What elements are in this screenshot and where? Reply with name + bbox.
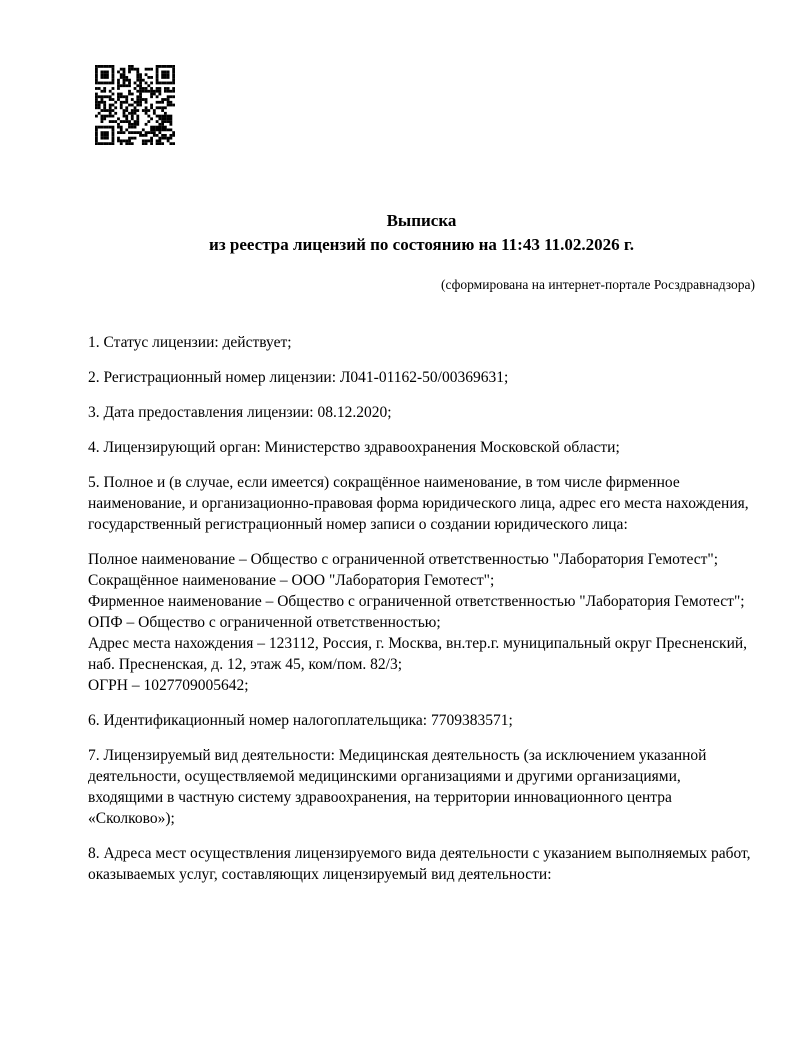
org-ogrn: ОГРН – 1027709005642; (88, 677, 249, 694)
item-legal-entity-heading: 5. Полное и (в случае, если имеется) сокращённое наименование, в том числе фирменное наименование, и организационно-правовая форма юридического лица, адрес его места нахождения, государственный регистрационный номер записи о создании юридического лица: (88, 474, 749, 533)
item-licensed-activity: 7. Лицензируемый вид деятельности: Медицинская деятельность (за исключением указанной деятельности, осуществляемой медицинскими организациями и другими организациями, входящими в частную систему здравоохранения, на территории инновационного центра «Сколково»); (88, 747, 707, 827)
document-body (88, 0, 755, 885)
org-address: Адрес места нахождения – 123112, Россия, г. Москва, вн.тер.г. муниципальный округ Пресненский, наб. Пресненская, д. 12, этаж 45, ком/пом. 82/3; (88, 635, 748, 673)
document-subtitle: (сформирована на интернет-портале Росздравнадзора) (440, 277, 755, 292)
item-registration-number: 2. Регистрационный номер лицензии: Л041-01162-50/00369631; (88, 369, 509, 386)
title-line-2: из реестра лицензий по состоянию на 11:43 11.02.2026 г. (209, 235, 634, 254)
org-full-name: Полное наименование – Общество с ограниченной ответственностью "Лаборатория Гемотест"; (88, 551, 719, 568)
item-activity-addresses-heading: 8. Адреса мест осуществления лицензируемого вида деятельности с указанием выполняемых работ, оказываемых услуг, составляющих лицензируемый вид деятельности: (88, 845, 751, 883)
item-license-status: 1. Статус лицензии: действует; (88, 334, 292, 351)
org-legal-form: ОПФ – Общество с ограниченной ответственностью; (88, 614, 441, 631)
item-taxpayer-number: 6. Идентификационный номер налогоплательщика: 7709383571; (88, 712, 513, 729)
item-grant-date: 3. Дата предоставления лицензии: 08.12.2020; (88, 404, 392, 421)
organization-details (88, 549, 755, 696)
item-licensing-authority: 4. Лицензирующий орган: Министерство здравоохранения Московской области; (88, 439, 620, 456)
title-line-1: Выписка (386, 211, 457, 230)
org-brand-name: Фирменное наименование – Общество с ограниченной ответственностью "Лаборатория Гемотест"; (88, 593, 745, 610)
org-short-name: Сокращённое наименование – ООО "Лаборатория Гемотест"; (88, 572, 495, 589)
document-title (88, 209, 755, 257)
